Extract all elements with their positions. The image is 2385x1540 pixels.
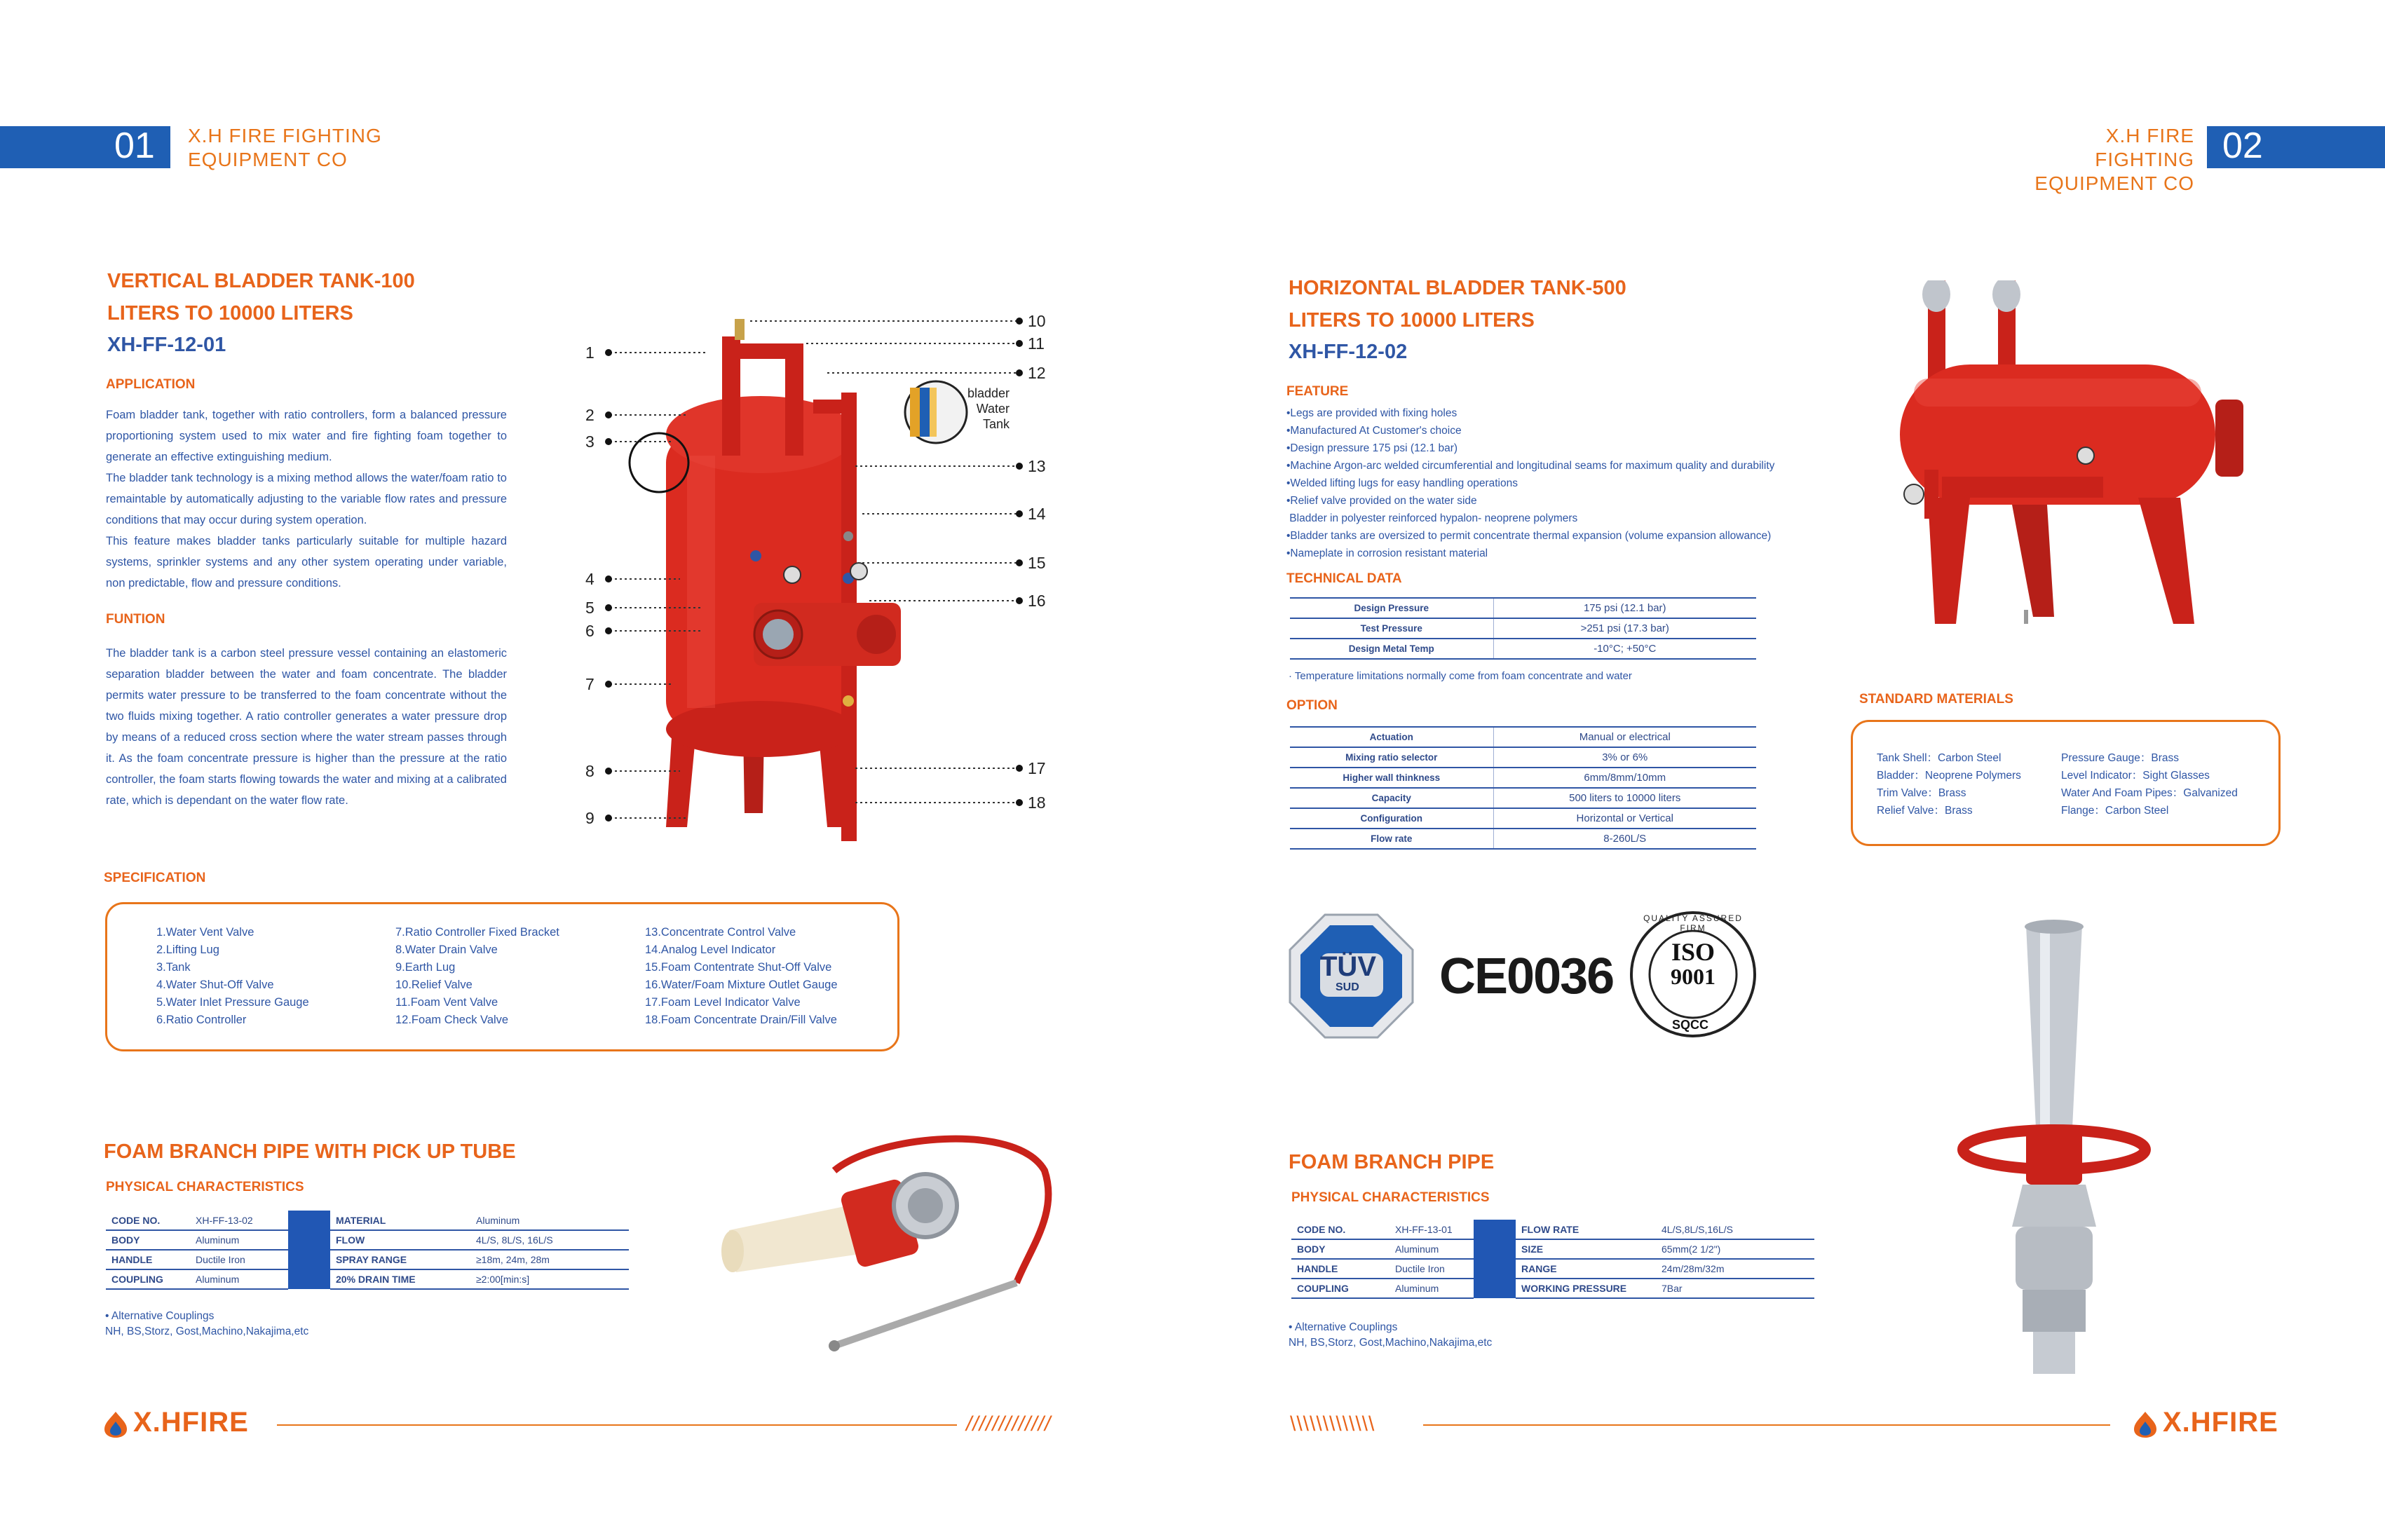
specification-heading: SPECIFICATION bbox=[104, 871, 206, 885]
table-row bbox=[1290, 598, 1756, 618]
callout-16: 16 bbox=[1028, 592, 1046, 610]
table-row bbox=[1290, 747, 1756, 768]
physical-table-left bbox=[106, 1211, 629, 1290]
table-divider bbox=[1474, 1220, 1516, 1298]
table-cell: 175 psi (12.1 bar) bbox=[1493, 598, 1756, 618]
table-row bbox=[106, 1269, 629, 1289]
table-cell: BODY bbox=[1291, 1239, 1389, 1259]
spec-item: 13.Concentrate Control Valve bbox=[645, 926, 796, 939]
standard-materials-box bbox=[1851, 720, 2281, 846]
table-cell: 8-260L/S bbox=[1493, 829, 1756, 849]
material-item: Flange：Carbon Steel bbox=[2061, 805, 2169, 817]
callout-14: 14 bbox=[1028, 505, 1046, 523]
table-cell: 4L/S, 8L/S, 16L/S bbox=[470, 1230, 629, 1250]
table-cell: Aluminum bbox=[1389, 1279, 1474, 1298]
spec-item: 5.Water Inlet Pressure Gauge bbox=[156, 996, 309, 1009]
list-item: •Relief valve provided on the water side bbox=[1286, 495, 1477, 507]
list-item: •Nameplate in corrosion resistant material bbox=[1286, 547, 1488, 559]
company-line2: EQUIPMENT CO bbox=[2034, 172, 2194, 194]
table-row bbox=[1290, 808, 1756, 829]
bladder-label: bladder bbox=[967, 386, 1010, 400]
physical-table-right bbox=[1291, 1220, 1814, 1299]
spec-item: 10.Relief Valve bbox=[395, 979, 473, 991]
table-cell: HANDLE bbox=[1291, 1259, 1389, 1279]
table-divider bbox=[288, 1211, 330, 1289]
note-line: NH, BS,Storz, Gost,Machino,Nakajima,etc bbox=[105, 1326, 309, 1337]
note-line: NH, BS,Storz, Gost,Machino,Nakajima,etc bbox=[1289, 1337, 1493, 1349]
table-cell: FLOW RATE bbox=[1516, 1220, 1656, 1239]
tuv-text: TÜV bbox=[1320, 951, 1376, 982]
footer-logo-left: X.HFIRE bbox=[133, 1407, 249, 1438]
footer-line-left bbox=[277, 1424, 957, 1426]
xh-logo-icon bbox=[102, 1410, 130, 1438]
table-cell: HANDLE bbox=[106, 1250, 190, 1269]
table-cell: 500 liters to 10000 liters bbox=[1493, 788, 1756, 808]
table-cell: 4L/S,8L/S,16L/S bbox=[1656, 1220, 1814, 1239]
footer-line-right bbox=[1423, 1424, 2110, 1426]
table-cell: CODE NO. bbox=[106, 1211, 190, 1230]
callout-15: 15 bbox=[1028, 554, 1046, 572]
table-cell: Configuration bbox=[1290, 808, 1493, 829]
list-item: •Legs are provided with fixing holes bbox=[1286, 407, 1458, 419]
foam-branch-pickup-illustration bbox=[715, 1115, 1066, 1360]
callout-5: 5 bbox=[585, 599, 594, 617]
specification-box bbox=[105, 902, 899, 1051]
table-cell: Capacity bbox=[1290, 788, 1493, 808]
spec-item: 3.Tank bbox=[156, 961, 191, 974]
table-row bbox=[106, 1250, 629, 1269]
application-paragraph-2: The bladder tank technology is a mixing method allows the water/foam ratio to remaintable by automatically adjusting to the variable flow rates and pressure conditions that may occur during system operation. bbox=[106, 472, 507, 526]
table-cell: COUPLING bbox=[1291, 1279, 1389, 1298]
standard-materials-col1 bbox=[1877, 749, 2021, 819]
callout-6: 6 bbox=[585, 622, 594, 640]
table-cell: Mixing ratio selector bbox=[1290, 747, 1493, 768]
iso-ring-text: QUALITY ASSURED FIRM bbox=[1643, 913, 1743, 933]
table-cell: 7Bar bbox=[1656, 1279, 1814, 1298]
table-cell: BODY bbox=[106, 1230, 190, 1250]
spec-item: 16.Water/Foam Mixture Outlet Gauge bbox=[645, 979, 838, 991]
horizontal-tank-heading bbox=[1289, 272, 1626, 364]
list-item: •Machine Argon-arc welded circumferential and longitudinal seams for maximum quality and durability bbox=[1286, 460, 1775, 472]
horizontal-tank-illustration bbox=[1872, 280, 2257, 631]
table-cell: Flow rate bbox=[1290, 829, 1493, 849]
table-cell: 20% DRAIN TIME bbox=[330, 1269, 470, 1289]
table-cell: 24m/28m/32m bbox=[1656, 1259, 1814, 1279]
note-line: • Alternative Couplings bbox=[105, 1310, 215, 1322]
foam-branch-pipe-illustration bbox=[1956, 918, 2152, 1381]
table-cell: 6mm/8mm/10mm bbox=[1493, 768, 1756, 788]
table-cell: 65mm(2 1/2") bbox=[1656, 1239, 1814, 1259]
table-cell: XH-FF-13-01 bbox=[1389, 1220, 1474, 1239]
table-cell: SIZE bbox=[1516, 1239, 1656, 1259]
list-item: •Welded lifting lugs for easy handling operations bbox=[1286, 477, 1518, 489]
callout-18: 18 bbox=[1028, 793, 1046, 812]
table-row bbox=[1290, 788, 1756, 808]
table-row bbox=[1291, 1220, 1814, 1239]
table-row bbox=[1290, 768, 1756, 788]
iso-text bbox=[1658, 939, 1728, 988]
spec-item: 4.Water Shut-Off Valve bbox=[156, 979, 274, 991]
callout-8: 8 bbox=[585, 762, 594, 780]
table-cell: FLOW bbox=[330, 1230, 470, 1250]
company-line1: X.H FIRE FIGHTING bbox=[2095, 125, 2194, 170]
iso-label: ISO bbox=[1671, 938, 1715, 966]
standard-materials-heading: STANDARD MATERIALS bbox=[1859, 692, 2013, 707]
page-number-right: 02 bbox=[2222, 125, 2263, 166]
table-row bbox=[1291, 1239, 1814, 1259]
callout-4: 4 bbox=[585, 570, 594, 588]
product-title-line1: VERTICAL BLADDER TANK-100 bbox=[107, 270, 415, 292]
table-cell: CODE NO. bbox=[1291, 1220, 1389, 1239]
technical-data-heading: TECHNICAL DATA bbox=[1286, 571, 1402, 586]
foam-branch-pickup-title: FOAM BRANCH PIPE WITH PICK UP TUBE bbox=[104, 1140, 516, 1163]
product-title-line2: LITERS TO 10000 LITERS bbox=[1289, 309, 1535, 332]
spec-item: 7.Ratio Controller Fixed Bracket bbox=[395, 926, 559, 939]
table-cell: Test Pressure bbox=[1290, 618, 1493, 639]
material-item: Relief Valve：Brass bbox=[1877, 805, 1973, 817]
sqcc-text: SQCC bbox=[1672, 1018, 1709, 1032]
table-cell: Aluminum bbox=[190, 1269, 288, 1289]
technical-data-table bbox=[1290, 597, 1756, 660]
company-line2: EQUIPMENT CO bbox=[188, 149, 348, 170]
physical-characteristics-heading-right: PHYSICAL CHARACTERISTICS bbox=[1291, 1190, 1490, 1205]
spec-item: 14.Analog Level Indicator bbox=[645, 943, 776, 956]
product-code: XH-FF-12-01 bbox=[107, 334, 226, 356]
table-cell: XH-FF-13-02 bbox=[190, 1211, 288, 1230]
function-text: The bladder tank is a carbon steel pressure vessel containing an elastomeric separation bladder between the water and foam concentrate. The bladder permits water pressure to be transferred to the foam concentrate without the two fluids mixing together. A ratio controller generates a water pressure drop by means of a reduced cross section where the water stream passes through it. As the foam concentrate pressure is higher than the pressure at the ratio controller, the foam starts flowing towards the water and mixing at a calibrated rate, which is dependant on the water flow rate. bbox=[106, 647, 507, 807]
spec-item: 17.Foam Level Indicator Valve bbox=[645, 996, 801, 1009]
application-text bbox=[106, 404, 507, 594]
footer-logo-right: X.HFIRE bbox=[2163, 1407, 2278, 1438]
page-number-left: 01 bbox=[114, 125, 155, 166]
callout-12: 12 bbox=[1028, 364, 1046, 382]
callout-2: 2 bbox=[585, 406, 594, 424]
table-row bbox=[1291, 1279, 1814, 1298]
table-cell: 3% or 6% bbox=[1493, 747, 1756, 768]
ce-mark: CE0036 bbox=[1439, 948, 1614, 1004]
product-title-line2: LITERS TO 10000 LITERS bbox=[107, 302, 353, 325]
table-cell: Manual or electrical bbox=[1493, 727, 1756, 747]
table-row bbox=[1290, 727, 1756, 747]
table-cell: Aluminum bbox=[190, 1230, 288, 1250]
table-cell: -10°C; +50°C bbox=[1493, 639, 1756, 659]
application-paragraph-1: Foam bladder tank, together with ratio controllers, form a balanced pressure proportioning system used to mix water and fire fighting foam together to generate an effective extinguishing medium. bbox=[106, 409, 507, 463]
alternative-couplings-left bbox=[105, 1309, 308, 1340]
product-title-line1: HORIZONTAL BLADDER TANK-500 bbox=[1289, 277, 1626, 299]
option-heading: OPTION bbox=[1286, 698, 1338, 713]
vertical-tank-illustration bbox=[575, 294, 1080, 855]
list-item: •Bladder tanks are oversized to permit concentrate thermal expansion (volume expansion allowance) bbox=[1286, 530, 1772, 542]
table-cell: Design Pressure bbox=[1290, 598, 1493, 618]
spec-item: 12.Foam Check Valve bbox=[395, 1014, 509, 1026]
feature-list bbox=[1286, 404, 1861, 562]
tank-label: Tank bbox=[983, 417, 1010, 431]
list-item: Bladder in polyester reinforced hypalon- neoprene polymers bbox=[1286, 512, 1578, 524]
company-line1: X.H FIRE FIGHTING bbox=[188, 125, 382, 146]
spec-item: 9.Earth Lug bbox=[395, 961, 456, 974]
spec-item: 2.Lifting Lug bbox=[156, 943, 219, 956]
spec-column-3 bbox=[645, 924, 838, 1029]
callout-11: 11 bbox=[1028, 334, 1045, 353]
spec-column-1 bbox=[156, 924, 309, 1029]
foam-branch-pipe-title: FOAM BRANCH PIPE bbox=[1289, 1151, 1495, 1173]
table-row bbox=[106, 1211, 629, 1230]
spec-item: 11.Foam Vent Valve bbox=[395, 996, 498, 1009]
spec-item: 15.Foam Contentrate Shut-Off Valve bbox=[645, 961, 832, 974]
tuv-sub-text: SUD bbox=[1336, 981, 1359, 993]
table-cell: WORKING PRESSURE bbox=[1516, 1279, 1656, 1298]
material-item: Water And Foam Pipes：Galvanized bbox=[2061, 787, 2238, 799]
xh-logo-icon bbox=[2131, 1410, 2159, 1438]
function-heading: FUNTION bbox=[106, 612, 165, 627]
callout-10: 10 bbox=[1028, 312, 1046, 330]
table-cell: COUPLING bbox=[106, 1269, 190, 1289]
material-item: Pressure Gauge：Brass bbox=[2061, 752, 2179, 764]
iso-number: 9001 bbox=[1671, 964, 1715, 989]
table-cell: Aluminum bbox=[470, 1211, 629, 1230]
alternative-couplings-right bbox=[1289, 1320, 1492, 1351]
spec-item: 6.Ratio Controller bbox=[156, 1014, 247, 1026]
company-name-left bbox=[188, 124, 382, 172]
table-cell: Higher wall thinkness bbox=[1290, 768, 1493, 788]
product-code: XH-FF-12-02 bbox=[1289, 341, 1408, 363]
table-cell: ≥2:00[min:s] bbox=[470, 1269, 629, 1289]
bladder-legend bbox=[967, 386, 1010, 432]
vertical-tank-heading bbox=[107, 265, 415, 357]
table-row bbox=[1290, 618, 1756, 639]
table-row bbox=[1291, 1259, 1814, 1279]
table-cell: RANGE bbox=[1516, 1259, 1656, 1279]
note-line: • Alternative Couplings bbox=[1289, 1321, 1398, 1333]
table-cell: Actuation bbox=[1290, 727, 1493, 747]
spec-item: 18.Foam Concentrate Drain/Fill Valve bbox=[645, 1014, 837, 1026]
company-name-right bbox=[2012, 124, 2194, 196]
callout-9: 9 bbox=[585, 809, 594, 827]
material-item: Bladder：Neoprene Polymers bbox=[1877, 770, 2021, 782]
table-row bbox=[1290, 829, 1756, 849]
vertical-tank-diagram bbox=[575, 294, 1080, 855]
table-cell: >251 psi (17.3 bar) bbox=[1493, 618, 1756, 639]
table-row bbox=[106, 1230, 629, 1250]
table-cell: SPRAY RANGE bbox=[330, 1250, 470, 1269]
table-cell: Ductile Iron bbox=[1389, 1259, 1474, 1279]
application-heading: APPLICATION bbox=[106, 377, 196, 392]
table-cell: Horizontal or Vertical bbox=[1493, 808, 1756, 829]
table-cell: Ductile Iron bbox=[190, 1250, 288, 1269]
spec-item: 8.Water Drain Valve bbox=[395, 943, 498, 956]
feature-heading: FEATURE bbox=[1286, 384, 1349, 399]
footer-slashes-left: ///////////// bbox=[966, 1412, 1052, 1436]
spec-item: 1.Water Vent Valve bbox=[156, 926, 254, 939]
option-table bbox=[1290, 726, 1756, 850]
application-paragraph-3: This feature makes bladder tanks particularly suitable for multiple hazard systems, sprinkler systems and any other system operating under variable, non predictable, flow and pressure conditions. bbox=[106, 535, 507, 590]
list-item: •Manufactured At Customer's choice bbox=[1286, 425, 1462, 437]
physical-characteristics-heading: PHYSICAL CHARACTERISTICS bbox=[106, 1180, 304, 1194]
table-cell: Design Metal Temp bbox=[1290, 639, 1493, 659]
temperature-note: · Temperature limitations normally come from foam concentrate and water bbox=[1289, 670, 1632, 682]
callout-1: 1 bbox=[585, 343, 594, 362]
table-row bbox=[1290, 639, 1756, 659]
material-item: Tank Shell：Carbon Steel bbox=[1877, 752, 2002, 764]
standard-materials-col2 bbox=[2061, 749, 2238, 819]
table-cell: ≥18m, 24m, 28m bbox=[470, 1250, 629, 1269]
material-item: Trim Valve：Brass bbox=[1877, 787, 1966, 799]
callout-17: 17 bbox=[1028, 759, 1046, 777]
spec-column-2 bbox=[395, 924, 559, 1029]
table-cell: Aluminum bbox=[1389, 1239, 1474, 1259]
callout-13: 13 bbox=[1028, 457, 1046, 475]
list-item: •Design pressure 175 psi (12.1 bar) bbox=[1286, 442, 1458, 454]
callout-7: 7 bbox=[585, 675, 594, 693]
water-label: Water bbox=[976, 402, 1010, 416]
material-item: Level Indicator：Sight Glasses bbox=[2061, 770, 2210, 782]
callout-3: 3 bbox=[585, 432, 594, 451]
footer-slashes-right: \\\\\\\\\\\\\ bbox=[1290, 1412, 1375, 1436]
table-cell: MATERIAL bbox=[330, 1211, 470, 1230]
